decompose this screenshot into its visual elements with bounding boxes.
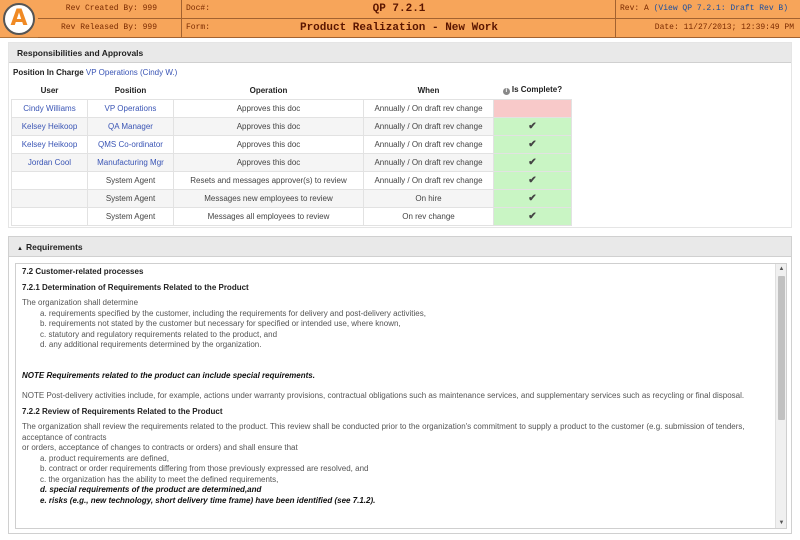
table-row — [12, 171, 572, 189]
operation-cell: Approves this doc — [174, 117, 364, 135]
col-is-complete: i Is Complete? — [494, 82, 572, 99]
list-item: b. contract or order requirements differing from those previously expressed are resolved, and — [40, 464, 369, 473]
date-stamp: Date: 11/27/2013; 12:39:49 PM — [616, 19, 800, 38]
table-row — [12, 99, 572, 117]
operation-cell: Approves this doc — [174, 99, 364, 117]
list-item: d. special requirements of the product are determined,and — [40, 485, 262, 494]
list-item: c. the organization has the ability to meet the defined requirements, — [40, 474, 279, 484]
scroll-down-icon[interactable]: ▼ — [778, 520, 785, 526]
check-icon: ✔ — [494, 135, 572, 153]
requirements-content — [18, 264, 776, 509]
table-row — [12, 153, 572, 171]
revision-cell — [616, 0, 800, 19]
info-icon[interactable]: i — [503, 88, 510, 95]
col-user: User — [12, 82, 88, 99]
responsibilities-title: Responsibilities and Approvals — [9, 43, 791, 63]
collapse-triangle-icon[interactable]: ▲ — [17, 246, 23, 252]
check-icon: ✔ — [494, 153, 572, 171]
operation-cell: Resets and messages approver(s) to review — [174, 171, 364, 189]
form-label: Form: — [186, 23, 211, 32]
when-cell: Annually / On draft rev change — [364, 171, 494, 189]
doc-number: QP 7.2.1 — [372, 3, 426, 15]
list-item: c. statutory and regulatory requirements related to the product, and — [40, 329, 278, 339]
table-row — [12, 189, 572, 207]
list-item: a. product requirements are defined, — [40, 453, 169, 463]
position-in-charge — [13, 68, 177, 77]
form-cell — [182, 19, 616, 38]
app-logo-icon[interactable]: A — [2, 2, 36, 36]
check-icon: ✔ — [494, 117, 572, 135]
heading-7-2: 7.2 Customer-related processes — [22, 267, 144, 276]
user-cell — [12, 171, 88, 189]
scroll-up-icon[interactable]: ▲ — [778, 266, 785, 272]
responsibilities-table — [11, 82, 572, 226]
user-cell[interactable]: Kelsey Heikoop — [12, 135, 88, 153]
when-cell: On rev change — [364, 207, 494, 225]
position-cell[interactable]: Manufacturing Mgr — [88, 153, 174, 171]
requirements-header[interactable] — [9, 237, 791, 257]
position-cell: System Agent — [88, 189, 174, 207]
position-cell[interactable]: QA Manager — [88, 117, 174, 135]
heading-7-2-1: 7.2.1 Determination of Requirements Related to the Product — [22, 282, 249, 292]
requirements-panel — [8, 236, 792, 534]
user-cell — [12, 207, 88, 225]
operation-cell: Approves this doc — [174, 153, 364, 171]
list-item: d. any additional requirements determined by the organization. — [40, 340, 262, 349]
col-operation: Operation — [174, 82, 364, 99]
when-cell: Annually / On draft rev change — [364, 99, 494, 117]
note-post-delivery: NOTE Post-delivery activities include, for example, actions under warranty provisions, contractual obligations such as maintenance services, and supplementary services such as recycling or final disposal. — [22, 391, 745, 400]
complete-cell-incomplete — [494, 99, 572, 117]
scrollbar[interactable] — [775, 264, 786, 528]
form-title: Product Realization - New Work — [299, 22, 499, 34]
table-row — [12, 135, 572, 153]
responsibilities-panel — [8, 42, 792, 228]
position-cell[interactable]: VP Operations — [88, 99, 174, 117]
position-in-charge-label: Position In Charge — [13, 68, 84, 77]
doc-number-cell — [182, 0, 616, 19]
requirements-title: Requirements — [25, 242, 83, 252]
user-cell — [12, 189, 88, 207]
user-cell[interactable]: Jordan Cool — [12, 153, 88, 171]
position-cell: System Agent — [88, 171, 174, 189]
when-cell: Annually / On draft rev change — [364, 117, 494, 135]
user-cell[interactable]: Kelsey Heikoop — [12, 117, 88, 135]
list-item: b. requirements not stated by the customer but necessary for specified or intended use, where known, — [40, 319, 401, 328]
paragraph-7-2-1: The organization shall determine — [22, 298, 139, 307]
table-row — [12, 207, 572, 225]
note-special-requirements: NOTE Requirements related to the product can include special requirements. — [22, 370, 315, 380]
check-icon: ✔ — [494, 189, 572, 207]
paragraph-7-2-2-cont: or orders, acceptance of changes to contracts or orders) and shall ensure that — [22, 443, 298, 452]
list-item: a. requirements specified by the customer, including the requirements for delivery and post-delivery activities, — [40, 308, 426, 318]
operation-cell: Messages new employees to review — [174, 189, 364, 207]
col-when: When — [364, 82, 494, 99]
list-item: e. risks (e.g., new technology, short delivery time frame) have been identified (see 7.1.2). — [40, 495, 376, 505]
paragraph-7-2-2: The organization shall review the requirements related to the product. This review shall be conducted prior to the organization's commitment to supply a product to the customer (e.g. submission of tenders, acceptance of contracts — [22, 422, 745, 442]
rev-released-by: Rev Released By: 999 — [38, 19, 182, 38]
position-in-charge-link[interactable]: VP Operations (Cindy W.) — [85, 68, 178, 77]
col-position: Position — [88, 82, 174, 99]
check-icon: ✔ — [494, 171, 572, 189]
heading-7-2-2: 7.2.2 Review of Requirements Related to the Product — [22, 406, 223, 416]
check-icon: ✔ — [494, 207, 572, 225]
operation-cell: Approves this doc — [174, 135, 364, 153]
position-cell: System Agent — [88, 207, 174, 225]
user-cell[interactable]: Cindy Williams — [12, 99, 88, 117]
scrollbar-thumb[interactable] — [778, 276, 785, 420]
when-cell: On hire — [364, 189, 494, 207]
table-row — [12, 117, 572, 135]
when-cell: Annually / On draft rev change — [364, 153, 494, 171]
doc-label: Doc#: — [186, 4, 211, 13]
document-header — [0, 0, 800, 38]
operation-cell: Messages all employees to review — [174, 207, 364, 225]
rev-created-by: Rev Created By: 999 — [38, 0, 182, 19]
position-cell[interactable]: QMS Co-ordinator — [88, 135, 174, 153]
rev-label: Rev: A — [620, 4, 654, 13]
requirements-text-box[interactable] — [15, 263, 787, 529]
when-cell: Annually / On draft rev change — [364, 135, 494, 153]
view-draft-rev-link[interactable]: (View QP 7.2.1: Draft Rev B) — [653, 4, 789, 13]
